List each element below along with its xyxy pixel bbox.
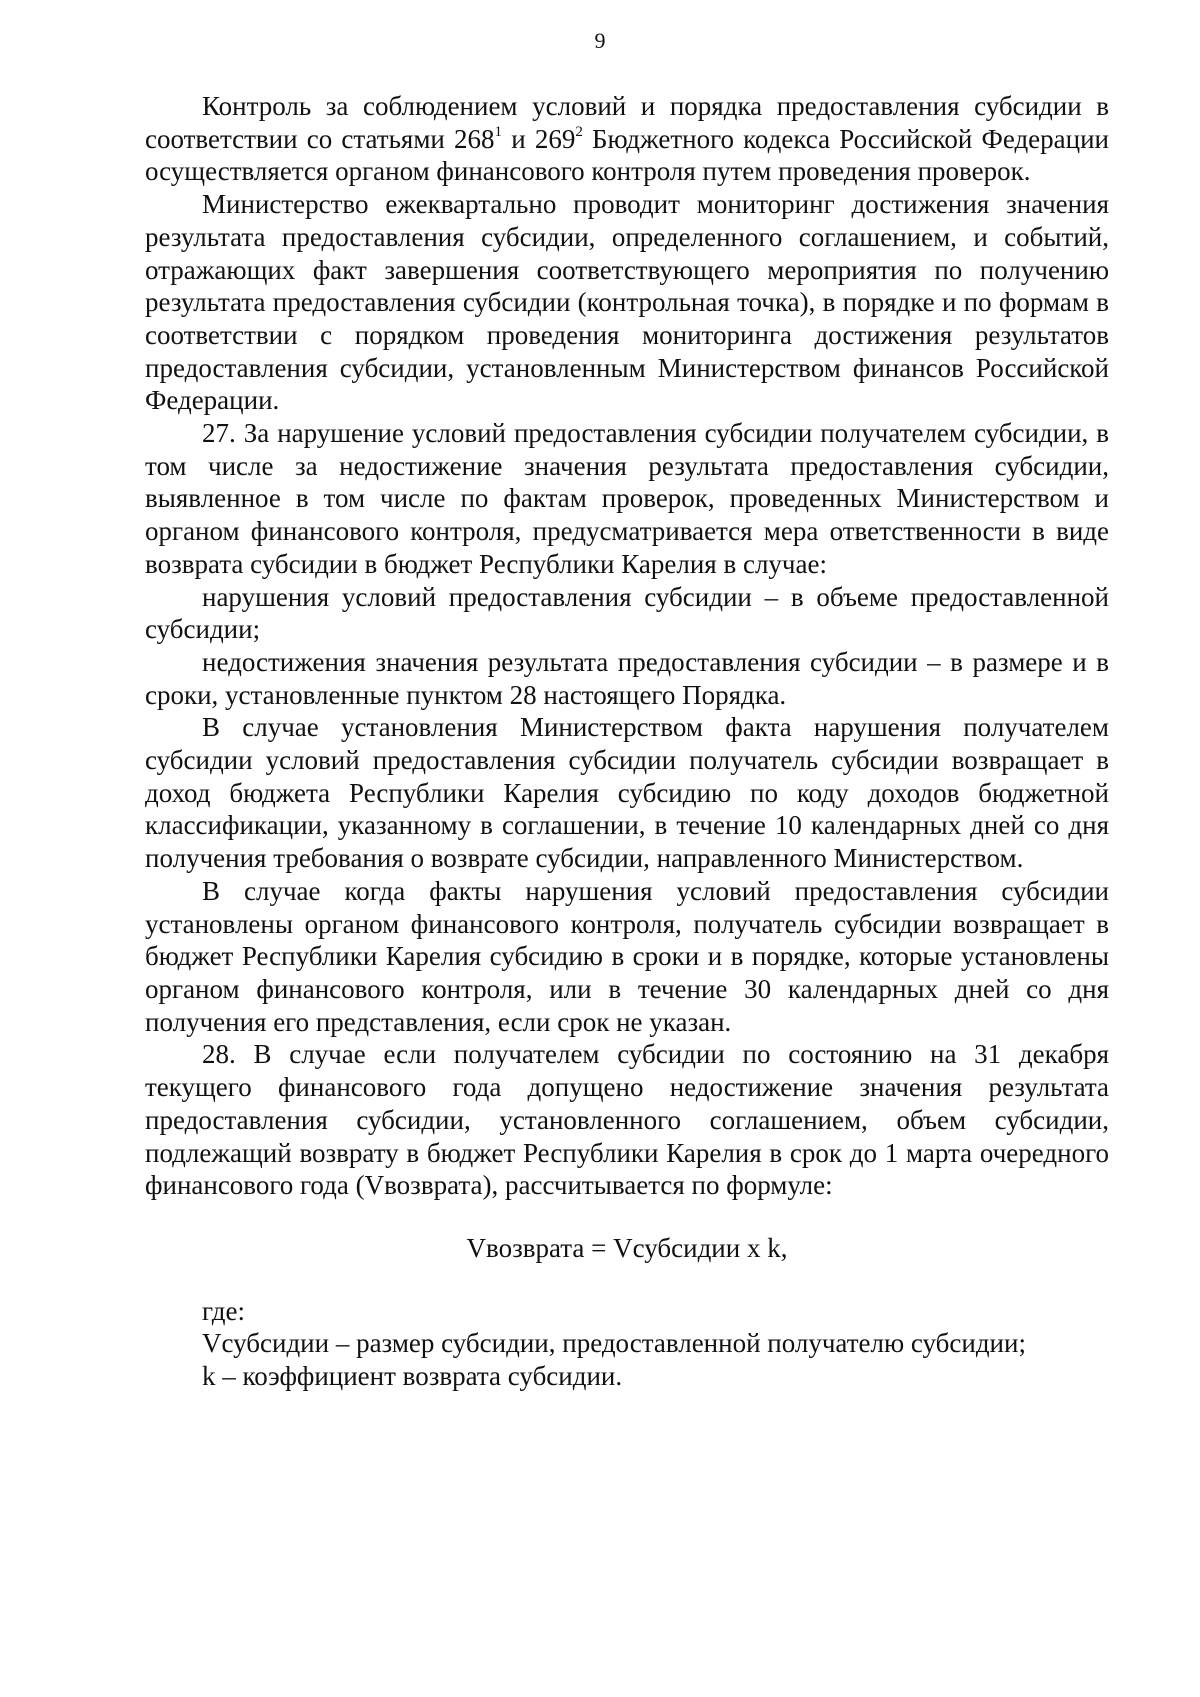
document-body [145,90,1109,1393]
definition-v-subsidy: Vсубсидии – размер субсидии, предоставленной получателю субсидии; [202,1328,1026,1359]
footnote-marker-2: 2 [575,123,583,140]
paragraph-ministry-violation: В случае установления Министерством факта нарушения получателем субсидии условий предоставления субсидии получатель субсидии возвращает в доход бюджета Республики Карелия субсидию по коду доходов бюджетной классификации, указанному в соглашении, в течение 10 календарных дней со дня получения требования о возврате субсидии, направленного Министерством. [145,712,1109,874]
paragraph-27: 27. За нарушение условий предоставления субсидии получателем субсидии, в том числе за недостижение значения результата предоставления субсидии, выявленное в том числе по фактам проверок, проведенных Министерством и органом финансового контроля, предусматривается мера ответственности в виде возврата субсидии в бюджет Республики Карелия в случае: [145,418,1109,579]
paragraph-violation-case: нарушения условий предоставления субсидии – в объеме предоставленной субсидии; [145,581,1109,645]
page-number: 9 [594,28,606,53]
footnote-marker-1: 1 [494,123,503,140]
formula: Vвозврата = Vсубсидии x k, [466,1232,788,1263]
paragraph-non-achievement-case: недостижения значения результата предоставления субсидии – в размере и в сроки, установленные пунктом 28 настоящего Порядка. [145,646,1109,710]
paragraph-control [145,90,1109,188]
definition-k: k – коэффициент возврата субсидии. [202,1361,623,1392]
paragraph-control-text-b: и 269 [502,123,576,154]
paragraph-control-text-c: Бюджетного кодекса Российской Федерации осуществляется органом финансового контроля путем проведения проверок. [145,123,1109,187]
paragraph-monitoring: Министерство ежеквартально проводит мониторинг достижения значения результата предоставления субсидии, определенного соглашением, и событий, отражающих факт завершения соответствующего мероприятия по получению результата предоставления субсидии (контрольная точка), в порядке и по формам в соответствии с порядком проведения мониторинга достижения результатов предоставления субсидии, установленным Министерством финансов Российской Федерации. [145,189,1109,416]
paragraph-financial-control: В случае когда факты нарушения условий предоставления субсидии установлены органом финансового контроля, получатель субсидии возвращает в бюджет Республики Карелия субсидию в сроки и в порядке, которые установлены органом финансового контроля, или в течение 30 календарных дней со дня получения его представления, если срок не указан. [145,875,1109,1037]
paragraph-control-text-a: Контроль за соблюдением условий и порядка предоставления субсидии в соответствии со статьями 268 [145,91,1109,154]
where-label: где: [202,1295,245,1326]
paragraph-28: 28. В случае если получателем субсидии по состоянию на 31 декабря текущего финансового года допущено недостижение значения результата предоставления субсидии, установленного соглашением, объем субсидии, подлежащий возврату в бюджет Республики Карелия в срок до 1 марта очередного финансового года (Vвозврата), рассчитывается по формуле: [145,1039,1109,1201]
